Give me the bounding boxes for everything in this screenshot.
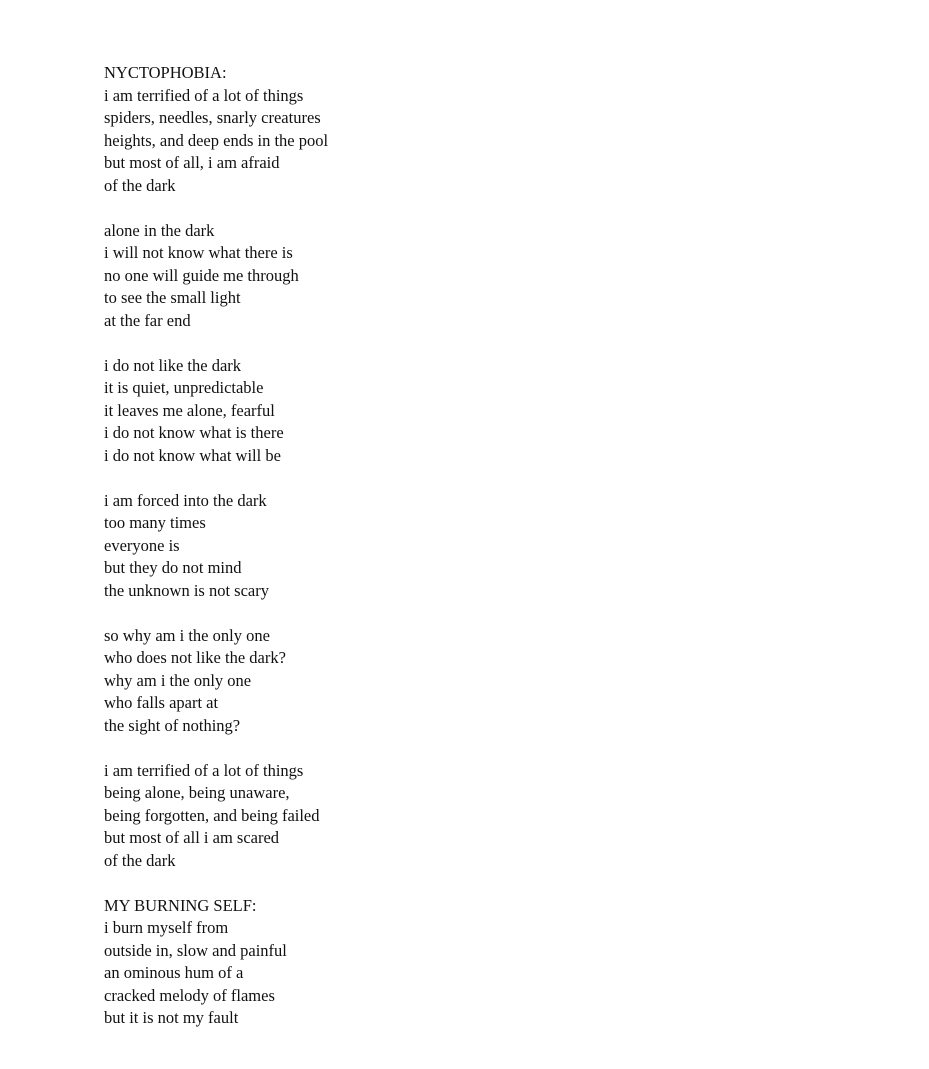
poem-line: i am terrified of a lot of things — [104, 760, 304, 780]
poem-line: at the far end — [104, 310, 191, 330]
poem-line: i do not know what is there — [104, 423, 284, 442]
poem-line: the unknown is not scary — [104, 580, 269, 600]
poem-line: too many times — [104, 513, 206, 532]
poem-line: the sight of nothing? — [104, 715, 241, 735]
stanza-break — [104, 602, 884, 625]
poem-line: of the dark — [104, 850, 176, 870]
stanza-break — [104, 197, 884, 220]
poem-line: i am forced into the dark — [104, 490, 267, 510]
poem-line: it is quiet, unpredictable — [104, 378, 264, 397]
poem-line: spiders, needles, snarly creatures — [104, 108, 321, 127]
poem-line: it leaves me alone, fearful — [104, 400, 275, 420]
stanza-break — [104, 332, 884, 355]
stanza — [104, 490, 884, 603]
stanza-break — [104, 872, 884, 895]
poem-line: i do not like the dark — [104, 355, 242, 375]
stanza — [104, 760, 884, 873]
poem-line: cracked melody of flames — [104, 985, 275, 1005]
poem-line: i will not know what there is — [104, 243, 293, 262]
poem-line: who does not like the dark? — [104, 648, 286, 667]
stanza-break — [104, 467, 884, 490]
stanza — [104, 220, 884, 333]
poem-line: i am terrified of a lot of things — [104, 85, 304, 105]
poem-line: of the dark — [104, 175, 176, 195]
stanza — [104, 355, 884, 468]
poem-line: everyone is — [104, 535, 180, 555]
poem-title: NYCTOPHOBIA: — [104, 63, 227, 82]
stanza — [104, 917, 884, 1030]
poem-line: being forgotten, and being failed — [104, 805, 320, 825]
poem-line: why am i the only one — [104, 670, 252, 690]
poem-line: alone in the dark — [104, 220, 215, 240]
poem-line: but most of all, i am afraid — [104, 153, 280, 172]
poem-line: i do not know what will be — [104, 445, 281, 465]
stanza — [104, 85, 884, 198]
poem-line: i burn myself from — [104, 918, 229, 937]
poem-line: but they do not mind — [104, 558, 242, 577]
poem-line: heights, and deep ends in the pool — [104, 130, 329, 150]
poem-title: MY BURNING SELF: — [104, 895, 257, 915]
poem-line: but it is not my fault — [104, 1008, 239, 1027]
poem-line: so why am i the only one — [104, 625, 270, 645]
poem-line: being alone, being unaware, — [104, 783, 290, 802]
poem-line: to see the small light — [104, 288, 241, 307]
stanza-break — [104, 737, 884, 760]
poem-line: but most of all i am scared — [104, 828, 280, 847]
stanza — [104, 625, 884, 738]
poem-line: who falls apart at — [104, 693, 219, 712]
poem-line: outside in, slow and painful — [104, 940, 287, 960]
poem-line: an ominous hum of a — [104, 963, 244, 982]
poem-line: no one will guide me through — [104, 265, 299, 285]
document-page — [104, 62, 884, 1030]
